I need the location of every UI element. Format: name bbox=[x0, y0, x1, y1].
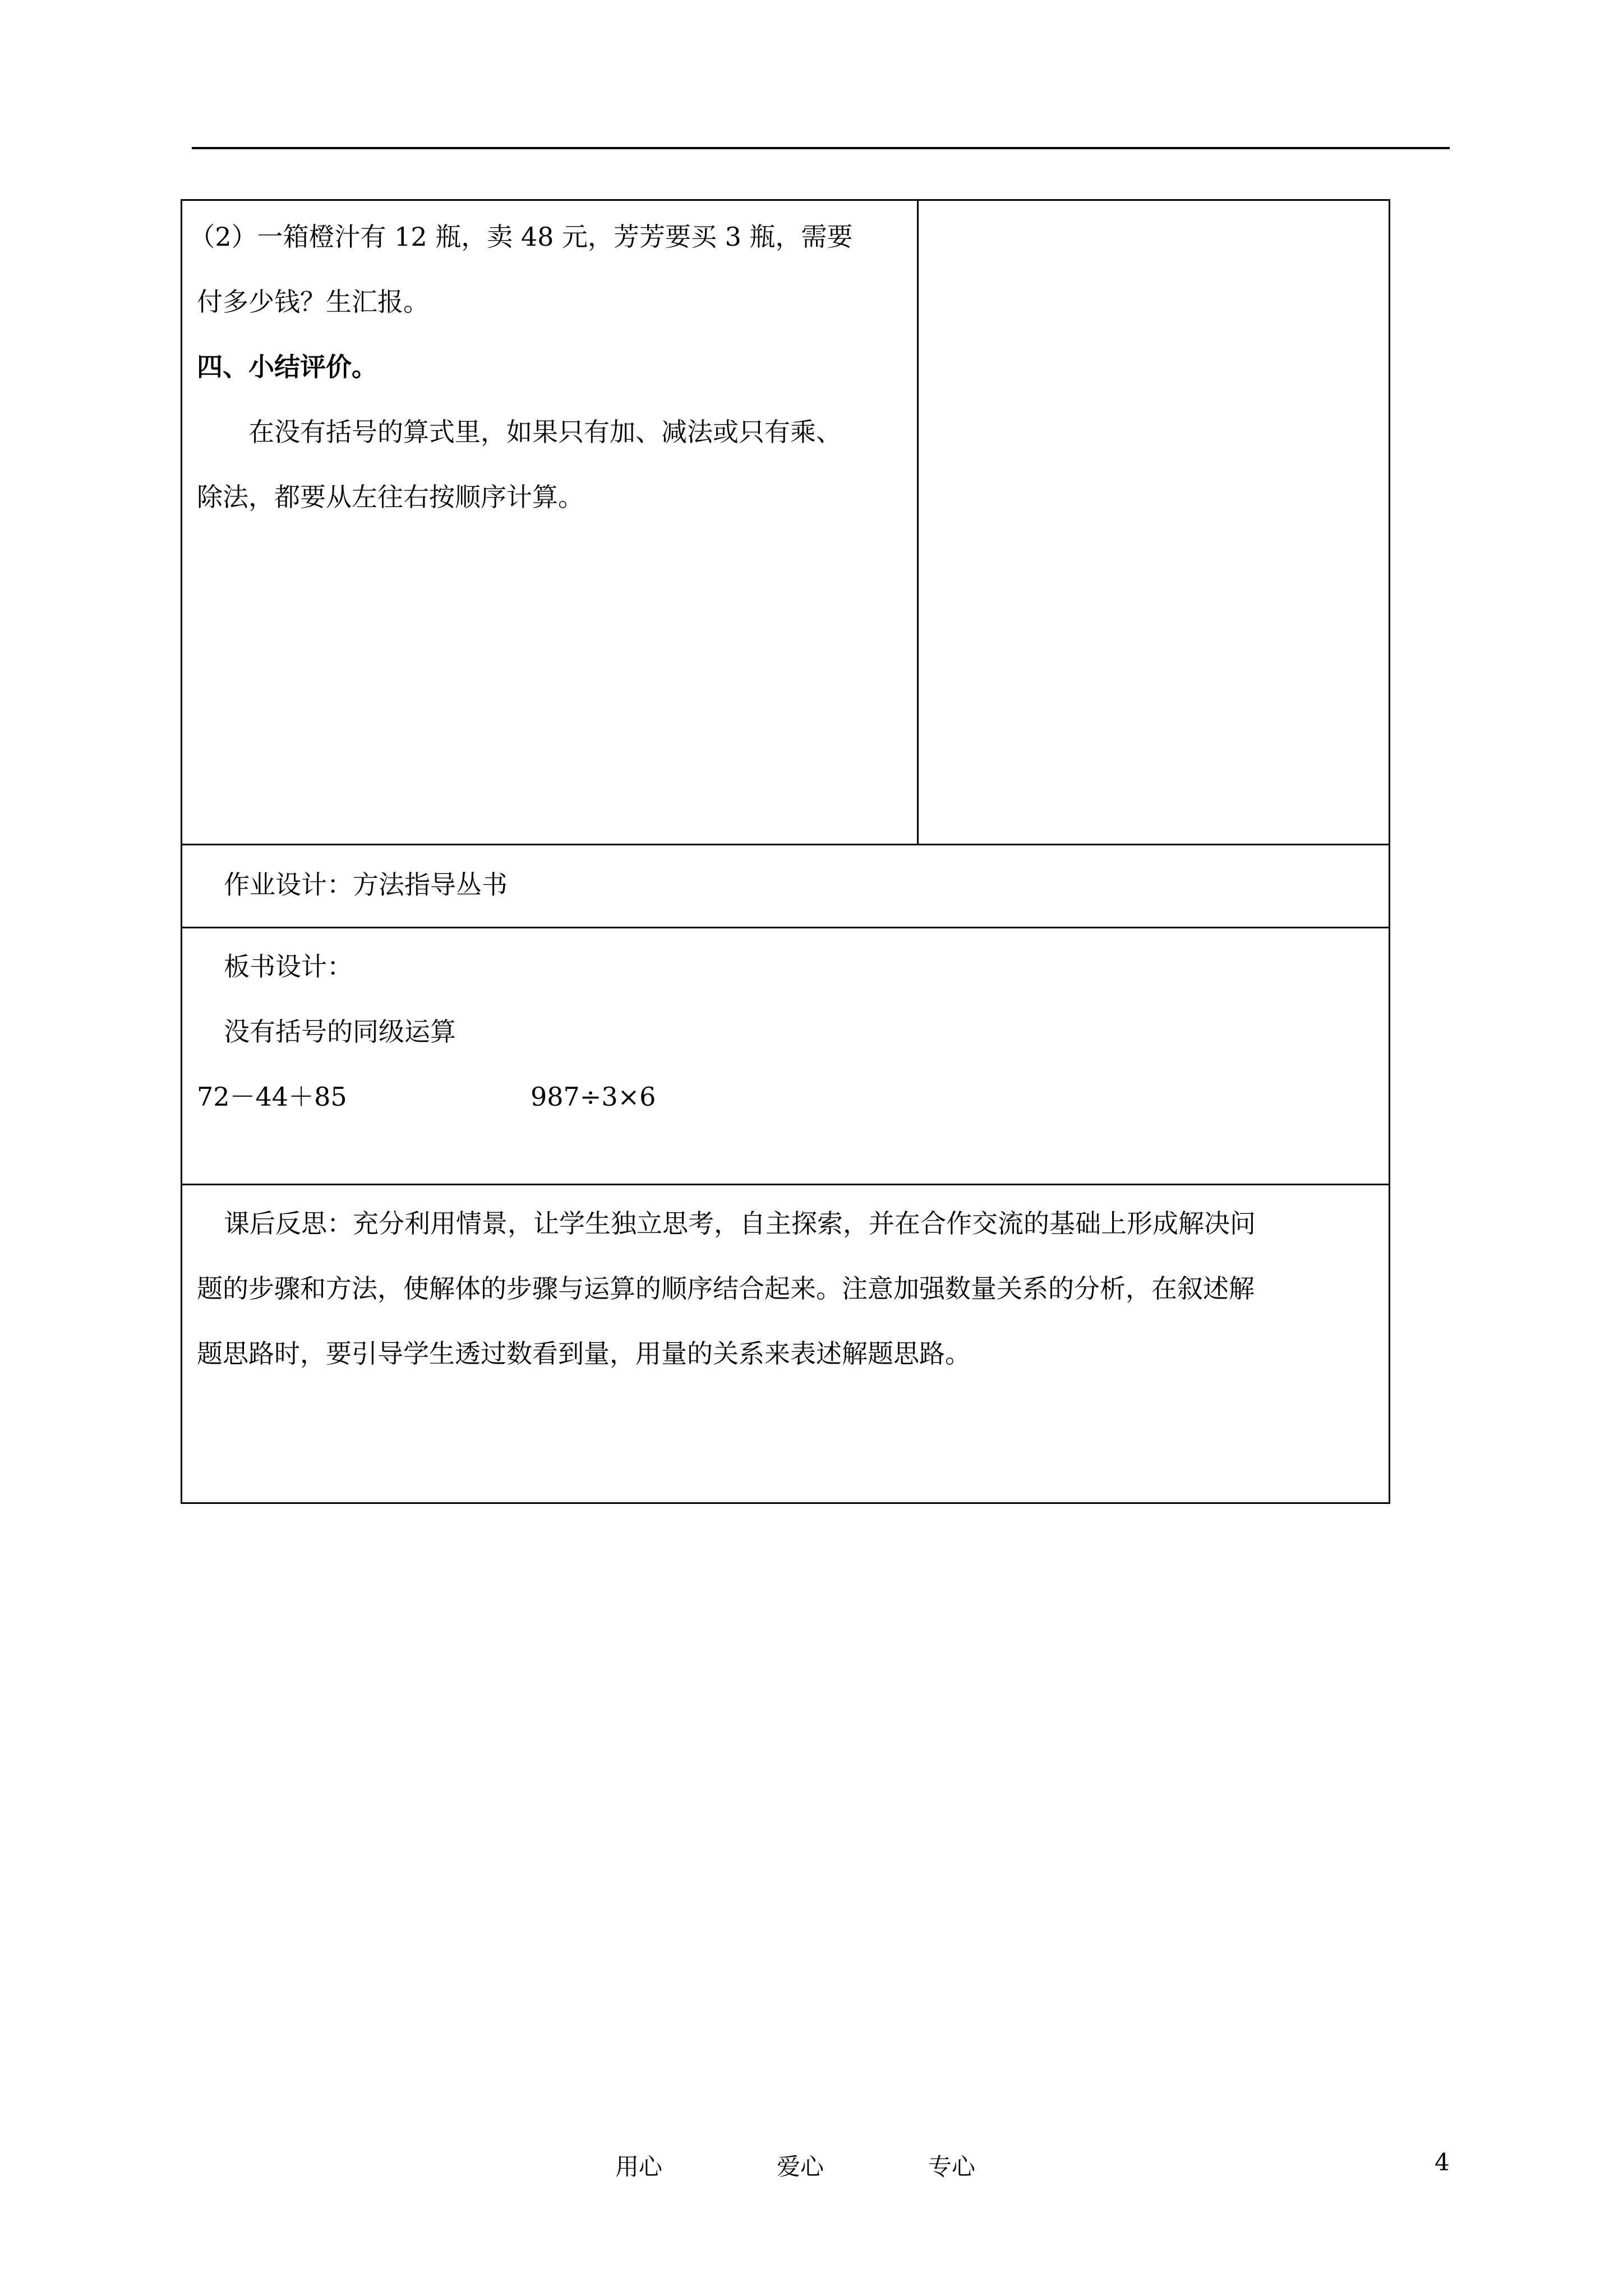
board-design-cell bbox=[182, 928, 1390, 1185]
problem-line-1: （2）一箱橙汁有 12 瓶，卖 48 元，芳芳要买 3 瓶，需要 bbox=[189, 222, 853, 252]
board-formulas bbox=[197, 1064, 1374, 1129]
formula-2: 987÷3×6 bbox=[531, 1082, 656, 1112]
homework-text: 作业设计：方法指导丛书 bbox=[224, 869, 508, 900]
reflection-line-1: 课后反思：充分利用情景，让学生独立思考，自主探索，并在合作交流的基础上形成解决问 bbox=[224, 1208, 1256, 1239]
board-label: 板书设计： bbox=[224, 951, 353, 982]
summary-text-line-2: 除法，都要从左往右按顺序计算。 bbox=[197, 482, 584, 512]
reflection-line-2: 题的步骤和方法，使解体的步骤与运算的顺序结合起来。注意加强数量关系的分析，在叙述解 bbox=[197, 1273, 1255, 1304]
footer-word-1: 用心 bbox=[615, 2153, 663, 2180]
summary-heading: 四、小结评价。 bbox=[197, 352, 377, 382]
homework-cell bbox=[182, 845, 1390, 928]
footer-word-2: 爱心 bbox=[777, 2153, 824, 2180]
lesson-plan-table bbox=[181, 199, 1390, 1504]
reflection-line-3: 题思路时，要引导学生透过数看到量，用量的关系来表述解题思路。 bbox=[197, 1338, 971, 1369]
notes-cell bbox=[918, 200, 1390, 845]
formula-1: 72－44＋85 bbox=[197, 1082, 347, 1112]
teaching-process-cell bbox=[182, 200, 918, 845]
header-rule bbox=[192, 147, 1450, 149]
problem-line-2: 付多少钱？生汇报。 bbox=[197, 287, 429, 317]
summary-text-line-1: 在没有括号的算式里，如果只有加、减法或只有乘、 bbox=[248, 417, 842, 447]
page-number: 4 bbox=[1435, 2148, 1450, 2176]
reflection-cell bbox=[182, 1185, 1390, 1503]
board-title: 没有括号的同级运算 bbox=[224, 1016, 456, 1047]
footer-word-3: 专心 bbox=[928, 2153, 976, 2180]
